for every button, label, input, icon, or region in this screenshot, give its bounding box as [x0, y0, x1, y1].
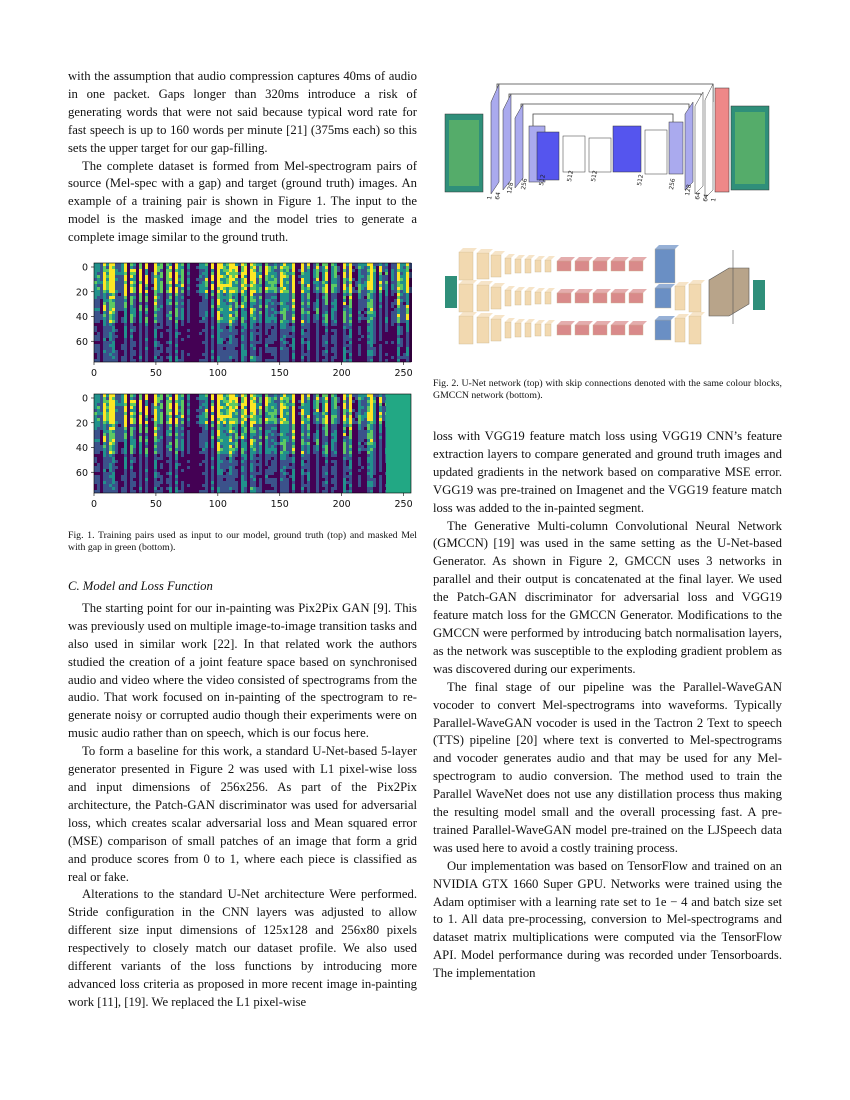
unet-channel-label: 1	[486, 195, 494, 201]
paragraph: The starting point for our in-painting was Pix2Pix GAN [9]. This was previously used on multiple image-to-image transition tasks and also used in similar work [22]. In that related work the authors studied the creation of a joint feature space based on synchronised audio and video where the video consisted of spectrograms from the audio. That work focused on in-painting of the spectrogram to re-generate noisy or corrupted audio though their experiments were on music audio rather than on speech, which is our focus here.	[68, 600, 417, 741]
unet-channel-label: 256	[668, 177, 677, 191]
gmccn-concat-block	[709, 268, 749, 316]
gmccn-layer-block	[545, 292, 551, 304]
gmccn-layer-block	[593, 293, 607, 303]
gmccn-layer-block	[557, 261, 571, 271]
gmccn-layer-block	[505, 290, 511, 306]
gmccn-layer-block	[611, 325, 625, 335]
gmccn-diagram	[445, 245, 765, 344]
paragraph: The Generative Multi-column Convolutional Neural Network (GMCCN) [19] was used in the same setting as the U-Net-based Generator. As shown in Figure 2, GMCCN uses 3 networks in parallel and their output is concatenated at the final layer. We used the Patch-GAN discriminator for adversarial loss and VGG19 feature match loss for the GMCCN Generator. Modifications to the GMCCN were performed by introducing batch normalisation layers, as the network was susceptible to the exploding gradient problem as was discovered during our experiments.	[433, 518, 782, 676]
y-tick-label: 20	[75, 287, 88, 299]
gmccn-layer-block	[689, 316, 701, 344]
figure-1-caption-wrap	[68, 530, 417, 554]
gmccn-layer-block	[505, 322, 511, 338]
unet-channel-label: 128	[684, 183, 693, 197]
x-tick-label: 200	[332, 368, 351, 379]
gmccn-layer-block	[459, 252, 473, 280]
x-tick-label: 50	[149, 368, 162, 379]
gmccn-layer-block	[515, 323, 521, 337]
x-tick-label: 0	[90, 368, 98, 379]
figure-1-caption: Fig. 1. Training pairs used as input to our model, ground truth (top) and masked Mel with gap in green (bottom).	[68, 530, 417, 553]
gmccn-layer-block	[545, 260, 551, 272]
figure-2	[433, 72, 782, 367]
gmccn-layer-block	[629, 293, 643, 303]
gmccn-layer-block	[505, 258, 511, 274]
gmccn-layer-block	[459, 316, 473, 344]
paragraph: loss with VGG19 feature match loss using VGG19 CNN’s feature extraction layers to compare generated and ground truth images and updated gradients in the network based on comparative MSE error. VGG19 was pre-trained on Imagenet and the VGG19 feature match loss was added to the in-painted segment.	[433, 429, 782, 515]
y-tick-label: 40	[75, 312, 88, 323]
gmccn-layer-block	[611, 293, 625, 303]
gap-region	[386, 394, 411, 493]
gmccn-layer-block	[575, 261, 589, 271]
paragraph: The final stage of our pipeline was the Parallel-WaveGAN vocoder to convert Mel-spectrograms into waveforms. Typically Parallel-WaveGAN vocoder is used in the Tactron 2 Text to speech (TTS) pipeline [20] where text is converted to Mel-spectrograms and vocoder generates audio and that may be used for any Mel-spectrogram to audio conversion. The method used to train the Parallel WaveNet does not use any distillation process thus making the resulting model small and the overall processing fast. A pre-trained Parallel-WaveGAN model pre-trained on the LJSpeech data was used here to avoid a costly training process.	[433, 679, 782, 855]
unet-channel-label: 512	[636, 173, 645, 187]
gmccn-layer-block	[525, 323, 531, 337]
paragraph: To form a baseline for this work, a standard U-Net-based 5-layer generator presented in Figure 2 was used with L1 pixel-wise loss and input dimensions of 256x256. As part of the Pix2Pix architecture, the Patch-GAN discriminator was used for adversarial loss, which creates scalar adversarial loss and Mean squared error (MSE) comparison of small patches of an image that form a grid and produce scores from 0 to 1, where each piece is classified as real or fake.	[68, 744, 417, 884]
x-tick-label: 100	[208, 499, 227, 510]
left-column	[68, 68, 417, 247]
x-tick-label: 250	[394, 499, 413, 510]
gmccn-layer-block	[675, 286, 685, 310]
gmccn-output-image	[753, 280, 765, 310]
figure-2-caption-wrap	[433, 378, 782, 402]
x-tick-label: 250	[394, 368, 413, 379]
gmccn-layer-block	[655, 249, 675, 283]
unet-channel-label: 512	[590, 169, 599, 183]
gmccn-layer-block	[629, 325, 643, 335]
x-tick-label: 100	[208, 368, 227, 379]
x-tick-label: 200	[332, 499, 351, 510]
gmccn-layer-block	[689, 284, 701, 312]
gmccn-input-image	[445, 276, 457, 308]
paragraph: The complete dataset is formed from Mel-spectrogram pairs of source (Mel-spec with a gap) and target (ground truth) images. An example of a training pair is shown in Figure 1. The input to the model is the masked image and the model tries to generate a complete image similar to the ground truth.	[68, 158, 417, 245]
gmccn-layer-block	[459, 284, 473, 312]
unet-channel-label: 64	[702, 193, 711, 203]
unet-channel-label: 512	[538, 173, 547, 187]
spectrogram-top	[94, 263, 412, 362]
paragraph: Alterations to the standard U-Net architecture Were performed. Stride configuration in the CNN layers was adjusted to allow different size input dimensions of 125x128 and 256x80 pixels respectively to closely match our dataset profile. We also used different variants of the loss functions by introducing more advanced loss criteria as proposed in more recent image in-painting work [11], [19]. We replaced the L1 pixel-wise	[68, 887, 417, 1009]
x-tick-label: 150	[270, 368, 289, 379]
gmccn-layer-block	[515, 291, 521, 305]
unet-channel-label: 64	[494, 191, 503, 201]
y-tick-label: 0	[81, 262, 88, 274]
unet-channel-label: 1	[710, 197, 718, 203]
y-tick-label: 60	[75, 467, 88, 479]
unet-gmccn-diagram	[433, 72, 782, 367]
gmccn-layer-block	[575, 293, 589, 303]
gmccn-layer-block	[535, 324, 541, 336]
gmccn-layer-block	[477, 253, 489, 279]
figure-1	[68, 255, 417, 515]
x-tick-label: 150	[270, 499, 289, 510]
gmccn-layer-block	[525, 291, 531, 305]
gmccn-layer-block	[655, 320, 671, 340]
gmccn-layer-block	[611, 261, 625, 271]
y-tick-label: 20	[75, 418, 88, 430]
figure-2-caption: Fig. 2. U-Net network (top) with skip connections denoted with the same colour blocks, GMCCN network (bottom).	[433, 378, 782, 401]
gmccn-layer-block	[593, 325, 607, 335]
gmccn-layer-block	[477, 285, 489, 311]
spectrogram-plot	[68, 255, 417, 515]
section-heading: C. Model and Loss Function	[68, 579, 213, 593]
paragraph: with the assumption that audio compression captures 40ms of audio in one packet. Gaps longer than 320ms introduce a risk of generating words that were not said because typical word rate for fast speech is up to 160 words per minute [21] (375ms each) so this sets the upper target for our gap-filling.	[68, 69, 417, 155]
unet-channel-label: 64	[694, 191, 703, 201]
paragraph: Our implementation was based on TensorFlow and trained on an NVIDIA GTX 1660 Super GPU. Networks were trained using the Adam optimiser with a learning rate set to 1e − 4 and batch size set to 1. All data pre-processing, conversion to Mel-spectrograms and dataset matrix multiplications were computed via the TensorFlow API. Model performance during was recorded under Tensorboards. The implementation	[433, 858, 782, 981]
gmccn-layer-block	[477, 317, 489, 343]
gmccn-layer-block	[629, 261, 643, 271]
y-tick-label: 60	[75, 336, 88, 348]
gmccn-layer-block	[491, 319, 501, 341]
left-column-lower	[68, 578, 417, 1012]
x-tick-label: 0	[90, 499, 98, 510]
gmccn-layer-block	[557, 325, 571, 335]
gmccn-layer-block	[675, 318, 685, 342]
gmccn-layer-block	[557, 293, 571, 303]
gmccn-layer-block	[535, 260, 541, 272]
gmccn-layer-block	[515, 259, 521, 273]
unet-channel-label: 512	[566, 169, 575, 183]
gmccn-layer-block	[491, 287, 501, 309]
gmccn-layer-block	[491, 255, 501, 277]
spectrogram-bottom	[94, 394, 411, 493]
unet-diagram	[445, 84, 769, 202]
gmccn-layer-block	[593, 261, 607, 271]
gmccn-layer-block	[655, 288, 671, 308]
right-column	[433, 428, 782, 983]
gmccn-layer-block	[525, 259, 531, 273]
gmccn-layer-block	[545, 324, 551, 336]
unet-channel-label: 256	[520, 177, 529, 191]
gmccn-layer-block	[575, 325, 589, 335]
unet-channel-label: 128	[506, 181, 515, 195]
y-tick-label: 0	[81, 393, 88, 405]
y-tick-label: 40	[75, 443, 88, 454]
gmccn-layer-block	[535, 292, 541, 304]
x-tick-label: 50	[149, 499, 162, 510]
